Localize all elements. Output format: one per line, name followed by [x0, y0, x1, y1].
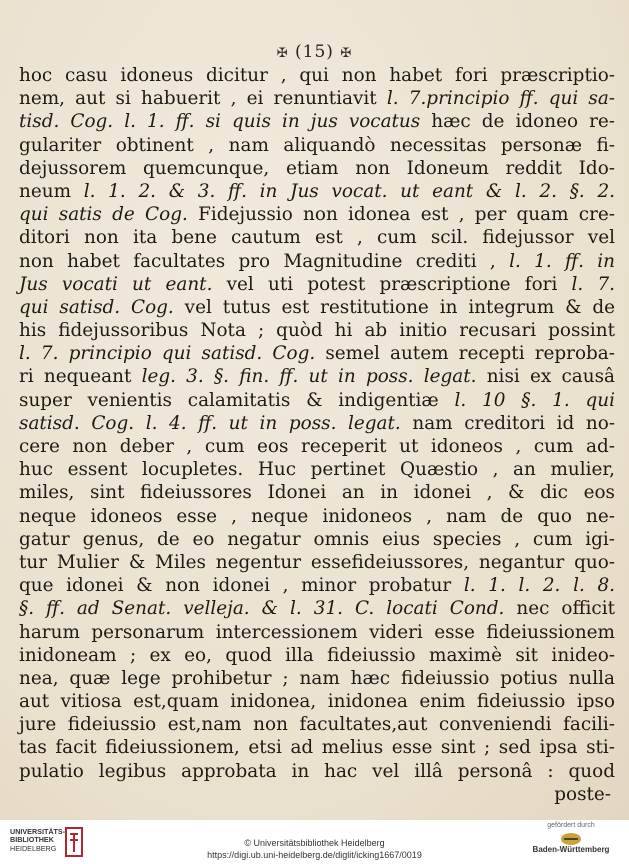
text-line: neque idoneos esse , neque inidoneos , nam de quo ne- — [19, 505, 615, 527]
text-line: ri nequeant leg. 3. §. fin. ff. ut in poss. legat. nisi ex causâ — [19, 366, 615, 388]
text-line: que idonei & non idonei , minor probatur l. 1. l. 2. l. 8. — [19, 575, 616, 597]
text-line: gatur genus, de eo negatur omnis eius species , cum igi- — [19, 528, 615, 550]
text-line: his fidejussoribus Nota ; quòd hi ab initio recusari possint — [19, 320, 615, 342]
footer-bar — [0, 820, 629, 864]
text-line: miles, sint fideiussores Idonei an in idonei , & dic eos — [19, 482, 615, 504]
library-name-line2: BIBLIOTHEK — [10, 835, 54, 845]
funded-by-label: gefördert durch — [547, 822, 595, 829]
text-line: hoc casu idoneus dicitur , qui non habet fori præscriptio- — [19, 65, 615, 86]
page-number: (15) — [295, 42, 334, 62]
text-line: qui satisd. Cog. vel tutus est restitutione in integrum & de — [19, 296, 615, 318]
copyright-notice: © Universitätsbibliothek Heidelberg — [244, 838, 385, 848]
text-line: harum personarum intercessionem videri esse fideiussionem — [19, 621, 615, 643]
source-url-link[interactable]: https://digi.ub.uni-heidelberg.de/diglit/icking1667/0019 — [207, 850, 422, 860]
text-line: l. 7. principio qui satisd. Cog. semel autem recepti reproba- — [19, 343, 615, 365]
text-line: super venientis calamitatis & indigentiæ l. 10 §. 1. qui — [19, 389, 615, 411]
text-line: neum l. 1. 2. & 3. ff. in Jus vocat. ut eant & l. 2. §. 2. — [19, 180, 615, 202]
text-line: huc essent locupletes. Huc pertinet Quæstio , an mulier, — [19, 459, 615, 481]
funder-name: Baden-Württemberg — [532, 845, 610, 854]
text-line: aut vitiosa est,quam inidonea, inidonea enim fideiussio ipso — [19, 691, 615, 713]
text-line: jure fideiussio est,nam non facultates,aut conveniendi facili- — [19, 714, 615, 736]
text-line: tur Mulier & Miles negentur essefideiussores, negantur quo- — [19, 551, 615, 573]
state-crest-icon — [559, 832, 583, 846]
text-line: cere non deber , cum eos receperit ut idoneos , cum ad- — [19, 436, 615, 457]
text-line: pulatio legibus approbata in hac vel illâ personâ : quod — [19, 760, 615, 782]
text-line: tas facit fideiussionem, etsi ad melius esse sint ; sed ipsa sti- — [19, 737, 615, 759]
text-line: Jus vocati ut eant. vel uti potest præscriptione fori l. 7. — [19, 273, 616, 295]
text-line: gulariter obtinent , nam aliquandò necessitas personæ fi- — [19, 134, 615, 156]
library-name-line1: UNIVERSITÄTS- — [10, 827, 66, 836]
text-line: inidoneam ; ex eo, quod illa fideiussio maximè sit inideo- — [19, 644, 615, 666]
catchword: poste- — [554, 783, 611, 805]
text-line: tisd. Cog. l. 1. ff. si quis in jus vocatus hæc de idoneo re- — [19, 111, 615, 133]
body-text — [19, 64, 615, 806]
text-line: nea, quæ lege prohibetur ; nam hæc fideiussio potius nulla — [19, 667, 615, 689]
text-line: non habet facultates pro Magnitudine crediti , l. 1. ff. in — [19, 250, 615, 272]
text-line: dejussorem quemcunque, etiam non Idoneum reddit Ido- — [19, 157, 615, 179]
page-header — [0, 42, 629, 62]
header-ornament-right: ✠ — [340, 46, 353, 61]
text-line: qui satis de Cog. Fidejussio non idonea est , per quam cre- — [19, 204, 615, 226]
funder-block — [521, 822, 621, 854]
library-name-line3: HEIDELBERG — [10, 843, 57, 853]
text-line: nem, aut si habuerit , ei renuntiavit l. 7.principio ff. qui sa- — [19, 88, 615, 110]
text-line: §. ff. ad Senat. velleja. & l. 31. C. locati Cond. nec officit — [19, 598, 616, 620]
text-line: ditori non ita bene cautum est , cum scil. fidejussor vel — [19, 227, 615, 249]
header-ornament-left: ✠ — [276, 46, 289, 61]
text-line: satisd. Cog. l. 4. ff. ut in poss. legat. nam creditori id no- — [19, 412, 615, 434]
